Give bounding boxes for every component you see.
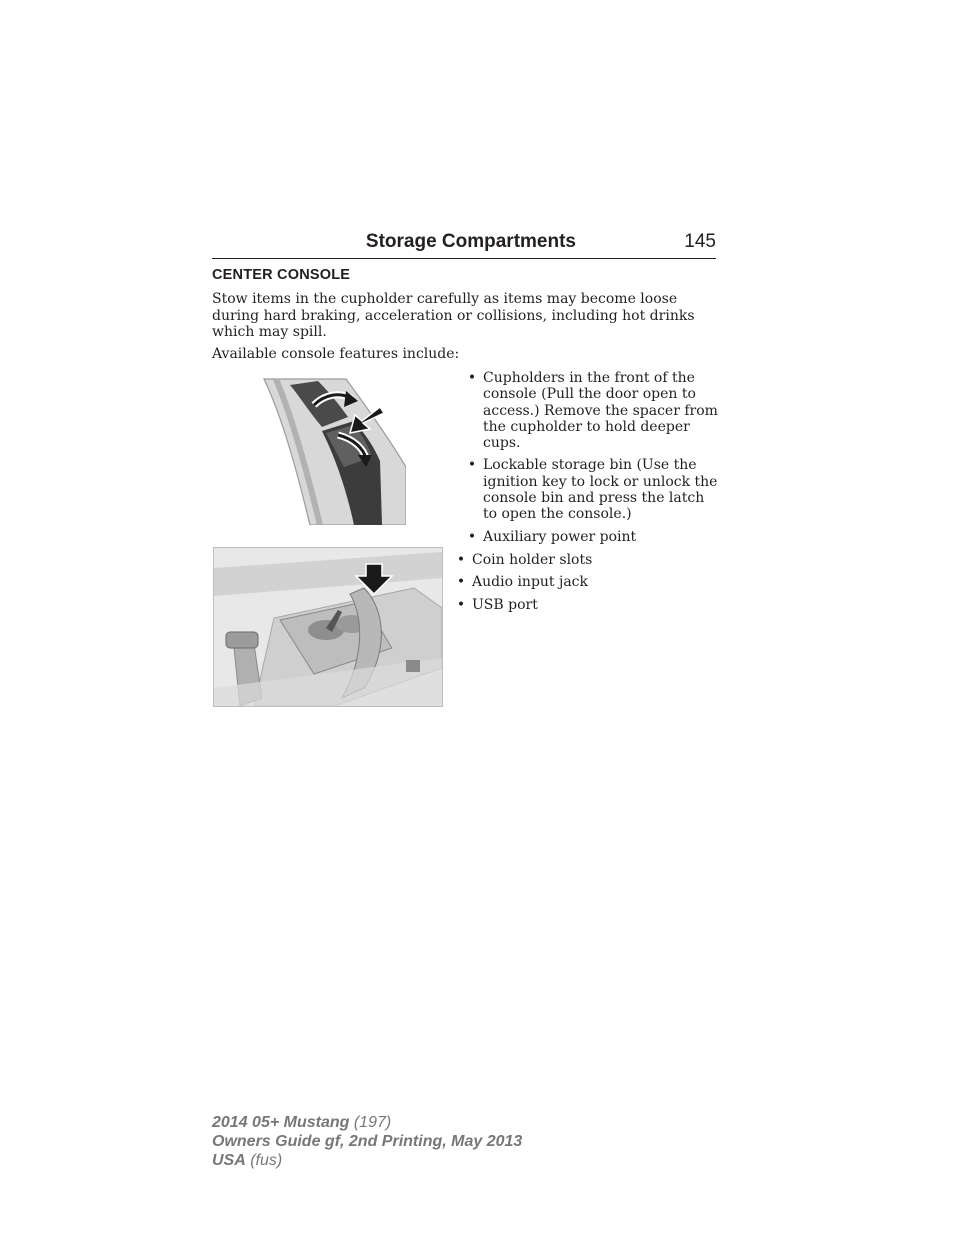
bullet-glyph: •	[456, 574, 466, 591]
list-item-text: Auxiliary power point	[483, 528, 637, 545]
list-item	[455, 597, 715, 613]
page-header	[212, 230, 716, 259]
bullet-glyph: •	[456, 552, 466, 568]
list-item-text: USB port	[472, 596, 538, 613]
footer-line-2	[212, 1132, 522, 1151]
bullet-glyph: •	[467, 370, 477, 386]
footer-market: USA	[212, 1152, 246, 1169]
list-item-text: Lockable storage bin (Use the ignition key to lock or unlock the console bin and press the latch to open the console.)	[483, 457, 718, 523]
page-number: 145	[684, 231, 716, 252]
list-item	[455, 552, 715, 568]
page-footer	[212, 1113, 522, 1170]
bullet-glyph: •	[467, 457, 477, 474]
footer-line-1	[212, 1113, 522, 1132]
list-item-text: Coin holder slots	[472, 552, 593, 568]
bullet-glyph: •	[456, 596, 466, 613]
console-side-illustration	[262, 377, 406, 525]
console-top-drawing	[214, 548, 442, 706]
bullet-glyph: •	[467, 528, 477, 545]
list-item	[466, 457, 718, 522]
list-item	[466, 529, 718, 545]
list-item	[455, 574, 715, 590]
features-intro: Available console features include:	[212, 346, 460, 362]
footer-edition: Owners Guide gf, 2nd Printing, May 2013	[212, 1133, 523, 1150]
list-item-text: Cupholders in the front of the console (Pull the door open to access.) Remove the spacer from the cupholder to hold deeper cups.	[483, 370, 718, 452]
footer-model: 2014 05+ Mustang	[212, 1114, 350, 1131]
section-heading: CENTER CONSOLE	[212, 267, 351, 283]
footer-model-code: (197)	[349, 1114, 392, 1131]
warning-paragraph: Stow items in the cupholder carefully as items may become loose during hard braking, acceleration or collisions, including hot drinks which may spill.	[212, 291, 695, 340]
console-top-illustration	[213, 547, 443, 707]
features-list-1	[466, 370, 718, 551]
features-list-2	[455, 552, 715, 619]
console-side-drawing	[262, 377, 406, 525]
list-item	[466, 370, 718, 451]
footer-line-3	[212, 1151, 522, 1170]
footer-market-code: (fus)	[245, 1152, 283, 1169]
list-item-text: Audio input jack	[472, 574, 589, 591]
page-title: Storage Compartments	[365, 231, 576, 252]
